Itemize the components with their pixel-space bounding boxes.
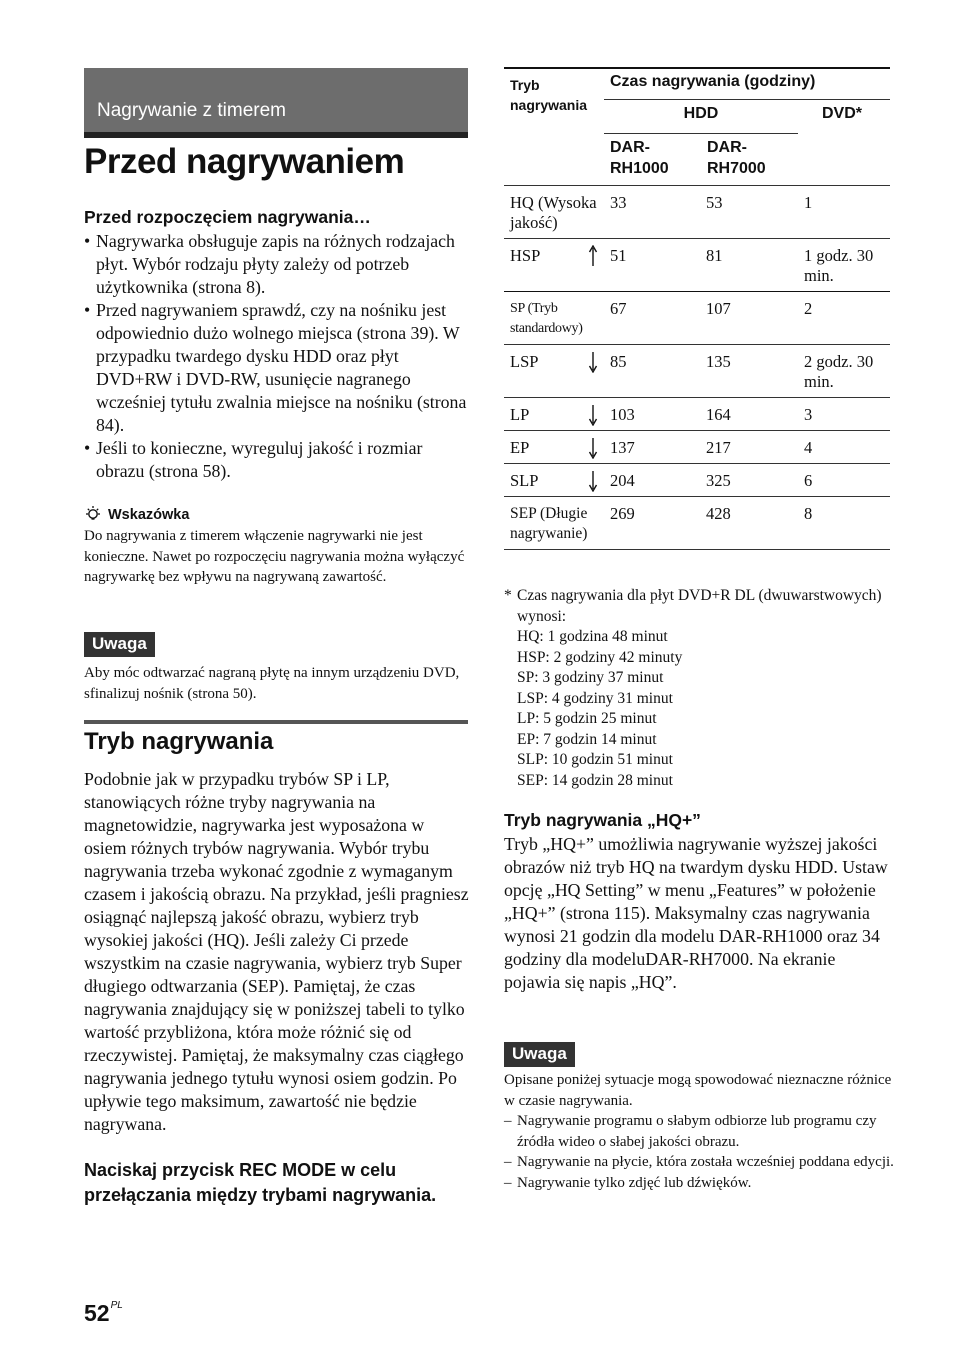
table-cell-mode-text: LSP xyxy=(510,352,539,371)
before-recording-list xyxy=(84,230,470,483)
hq-plus-section xyxy=(504,810,890,994)
note2-list xyxy=(504,1111,894,1193)
section-banner xyxy=(84,68,468,134)
footnote-line: SEP: 14 godzin 28 minut xyxy=(517,771,673,789)
table-body xyxy=(504,185,890,549)
list-item: – Nagrywanie na płycie, która została wcześniej poddana edycji. xyxy=(504,1152,894,1173)
section-banner-label: Nagrywanie z timerem xyxy=(97,100,286,121)
list-item: – Nagrywanie tylko zdjęć lub dźwięków. xyxy=(504,1173,894,1194)
table-cell-mode xyxy=(504,186,604,239)
arrow-down-icon xyxy=(588,470,598,497)
table-cell-rh7000-text: 325 xyxy=(706,471,731,490)
table-cell-rh1000 xyxy=(604,497,700,550)
table-cell-mode-text: HSP xyxy=(510,246,541,265)
recording-mode-instruction: Naciskaj przycisk REC MODE w celu przełączania między trybami nagrywania. xyxy=(84,1160,437,1205)
table-cell-dvd xyxy=(798,431,890,464)
table-cell-mode-text: HQ (Wysoka jakość) xyxy=(510,193,597,232)
note1-text: Aby móc odtwarzać nagraną płytę na innym urządzeniu DVD, sfinalizuj nośnik (strona 50). xyxy=(84,665,460,702)
table-cell-mode xyxy=(504,497,604,550)
list-item: • Jeśli to konieczne, wyreguluj jakość i rozmiar obrazu (strona 58). xyxy=(84,437,470,483)
table-cell-rh7000 xyxy=(700,431,798,464)
table-cell-rh1000-text: 103 xyxy=(610,405,635,424)
table-cell-rh1000 xyxy=(604,186,700,239)
footnote-line: LP: 5 godzin 25 minut xyxy=(517,710,657,727)
table-cell-rh1000 xyxy=(604,464,700,497)
table-row xyxy=(504,186,890,239)
recording-time-table xyxy=(504,67,890,550)
footnote-line: SLP: 10 godzin 51 minut xyxy=(517,751,673,768)
arrow-down-icon xyxy=(588,351,598,378)
table-cell-mode-text: SLP xyxy=(510,471,539,490)
lightbulb-icon xyxy=(84,505,102,525)
table-cell-rh7000-text: 107 xyxy=(706,299,731,318)
table-cell-mode xyxy=(504,239,604,292)
table-cell-rh7000 xyxy=(700,186,798,239)
table-cell-rh7000 xyxy=(700,345,798,398)
table-cell-mode xyxy=(504,345,604,398)
table-cell-rh7000 xyxy=(700,398,798,431)
table-cell-rh7000-text: 428 xyxy=(706,504,731,523)
recording-mode-section xyxy=(84,728,470,1208)
table-cell-mode-text: SP (Tryb standardowy) xyxy=(510,301,583,336)
hint-text: Do nagrywania z timerem włączenie nagrywarki nie jest konieczne. Nawet po rozpoczęciu nagrywania można wyłączyć nagrywarkę bez wpływu na nagrywaną zawartość. xyxy=(84,528,465,585)
hq-plus-text: Tryb „HQ+” umożliwia nagrywanie wyższej jakości obrazów niż tryb HQ na twardym dysku HDD. Ustaw opcję „HQ Setting” w menu „Features” w położenie „HQ+” (strona 115). Maksymalny czas nagrywania wynosi 21 godzin dla modelu DAR-RH1000 oraz 34 godziny dla modeluDAR-RH7000. Na ekranie pojawia się napis „HQ”. xyxy=(504,834,888,992)
table-header-time: Czas nagrywania (godziny) xyxy=(610,73,816,90)
table-cell-dvd-text: 1 godz. 30 min. xyxy=(804,246,874,285)
table-cell-dvd-text: 6 xyxy=(804,471,813,490)
footnote-line: EP: 7 godzin 14 minut xyxy=(517,730,657,748)
table-cell-mode xyxy=(504,431,604,464)
footnote-marker: * xyxy=(504,587,512,604)
table-cell-dvd xyxy=(798,239,890,292)
table-header-rh1000: DAR-RH1000 xyxy=(610,139,669,177)
table-cell-dvd-text: 2 xyxy=(804,299,813,318)
table-cell-dvd xyxy=(798,345,890,398)
before-recording-section xyxy=(84,207,470,483)
table-cell-dvd xyxy=(798,497,890,550)
table-cell-rh1000 xyxy=(604,292,700,345)
footnote-line: HSP: 2 godziny 42 minuty xyxy=(517,648,683,666)
table-cell-rh1000-text: 85 xyxy=(610,352,627,371)
table-cell-rh7000-text: 135 xyxy=(706,352,731,371)
note2-intro: Opisane poniżej sytuacje mogą spowodować nieznaczne różnice w czasie nagrywania. xyxy=(504,1072,892,1109)
recording-mode-text: Podobnie jak w przypadku trybów SP i LP, stanowiących różne tryby nagrywania na magnetowidzie, nagrywarka jest wyposażona w osiem różnych trybów nagrywania. Wybór trybu nagrywania trzeba wykonać zgodnie z wymaganym czasem i jakością obrazu. Na przykład, jeśli pragniesz osiągnąć najlepszą jakość obrazu, wybierz tryb wysokiej jakości (HQ). Jeśli zależy Ci przede wszystkim na czasie nagrywania, wybierz tryb Super długiego odtwarzania (SEP). Pamiętaj, że czas nagrywania znajdujący się w poniższej tabeli to tylko wartość przybliżona, która może różnić się od rzeczywistej. Pamiętaj, że maksymalny czas ciągłego nagrywania jednego tytułu wynosi osiem godzin. Po upływie tego maksimum, zawartość nie będzie nagrywana. xyxy=(84,769,469,1134)
section-rule xyxy=(84,720,468,724)
banner-rule xyxy=(84,132,468,138)
list-item: – Nagrywanie programu o słabym odbiorze lub programu czy źródła wideo o słabej jakości obrazu. xyxy=(504,1111,894,1152)
table-cell-rh7000-text: 53 xyxy=(706,193,723,212)
arrow-up-icon xyxy=(588,245,598,272)
table-cell-dvd-text: 1 xyxy=(804,193,813,212)
note-label: Uwaga xyxy=(84,632,155,657)
recording-mode-heading: Tryb nagrywania xyxy=(84,728,274,755)
hint-heading: Wskazówka xyxy=(108,507,190,523)
footnote xyxy=(504,586,890,791)
table-row xyxy=(504,292,890,345)
table-cell-rh1000 xyxy=(604,431,700,464)
table-cell-mode-text: LP xyxy=(510,405,530,424)
table-cell-mode xyxy=(504,464,604,497)
table-cell-rh1000 xyxy=(604,239,700,292)
table-cell-rh1000-text: 67 xyxy=(610,299,627,318)
footnote-line: LSP: 4 godziny 31 minut xyxy=(517,689,673,707)
table-cell-dvd xyxy=(798,398,890,431)
table-cell-dvd xyxy=(798,186,890,239)
table-cell-dvd xyxy=(798,292,890,345)
table-cell-mode-text: EP xyxy=(510,438,530,457)
table-cell-rh1000 xyxy=(604,345,700,398)
table-cell-mode xyxy=(504,292,604,345)
page-number xyxy=(84,1300,123,1327)
list-item: • Przed nagrywaniem sprawdź, czy na nośniku jest odpowiednio dużo wolnego miejsca (strona 39). W przypadku twardego dysku HDD oraz płyt DVD+RW i DVD-RW, usunięcie nagranego wcześniej tytułu zwalnia miejsce na nośniku (strona 84). xyxy=(84,299,470,437)
table-cell-rh1000-text: 33 xyxy=(610,193,627,212)
table-header-mode: Tryb nagrywania xyxy=(510,77,588,113)
arrow-down-icon xyxy=(588,404,598,431)
table-cell-rh1000-text: 137 xyxy=(610,438,635,457)
table-cell-dvd-text: 2 godz. 30 min. xyxy=(804,352,874,391)
table-row xyxy=(504,431,890,464)
table-cell-rh7000-text: 164 xyxy=(706,405,731,424)
table-cell-rh7000 xyxy=(700,464,798,497)
table-row xyxy=(504,398,890,431)
hq-plus-heading: Tryb nagrywania „HQ+” xyxy=(504,810,701,830)
note2-section xyxy=(504,1042,894,1193)
table-cell-mode xyxy=(504,398,604,431)
table-cell-dvd-text: 4 xyxy=(804,438,813,457)
before-recording-heading: Przed rozpoczęciem nagrywania… xyxy=(84,207,371,227)
table-header-dvd: DVD* xyxy=(822,105,863,122)
table-header-hdd: HDD xyxy=(683,105,719,122)
footnote-intro: Czas nagrywania dla płyt DVD+R DL (dwuwarstwowych) wynosi: xyxy=(517,587,882,625)
arrow-down-icon xyxy=(588,437,598,464)
footnote-line: SP: 3 godziny 37 minut xyxy=(517,669,664,686)
page-number-value: 52 xyxy=(84,1300,110,1326)
table-cell-dvd-text: 3 xyxy=(804,405,813,424)
note-label: Uwaga xyxy=(504,1042,575,1067)
table-row xyxy=(504,239,890,292)
footnote-line: HQ: 1 godzina 48 minut xyxy=(517,628,668,645)
table-row xyxy=(504,497,890,550)
page-lang: PL xyxy=(110,1300,123,1311)
table-cell-dvd xyxy=(798,464,890,497)
table-cell-rh7000-text: 217 xyxy=(706,438,731,457)
table-cell-rh1000-text: 269 xyxy=(610,504,635,523)
table-row xyxy=(504,464,890,497)
table-cell-rh7000 xyxy=(700,497,798,550)
table-cell-rh7000 xyxy=(700,292,798,345)
table-cell-rh7000-text: 81 xyxy=(706,246,723,265)
table-cell-mode-text: SEP (Długie nagrywanie) xyxy=(510,505,588,542)
table-cell-rh7000 xyxy=(700,239,798,292)
hint-section xyxy=(84,505,470,588)
note1-section xyxy=(84,632,470,704)
list-item: • Nagrywarka obsługuje zapis na różnych rodzajach płyt. Wybór rodzaju płyty zależy od potrzeb użytkownika (strona 8). xyxy=(84,230,470,299)
table-cell-rh1000-text: 51 xyxy=(610,246,627,265)
page-title: Przed nagrywaniem xyxy=(84,142,405,181)
table-cell-rh1000-text: 204 xyxy=(610,471,635,490)
table-cell-rh1000 xyxy=(604,398,700,431)
table-row xyxy=(504,345,890,398)
table-header-rh7000: DAR-RH7000 xyxy=(707,139,766,177)
table-cell-dvd-text: 8 xyxy=(804,504,813,523)
